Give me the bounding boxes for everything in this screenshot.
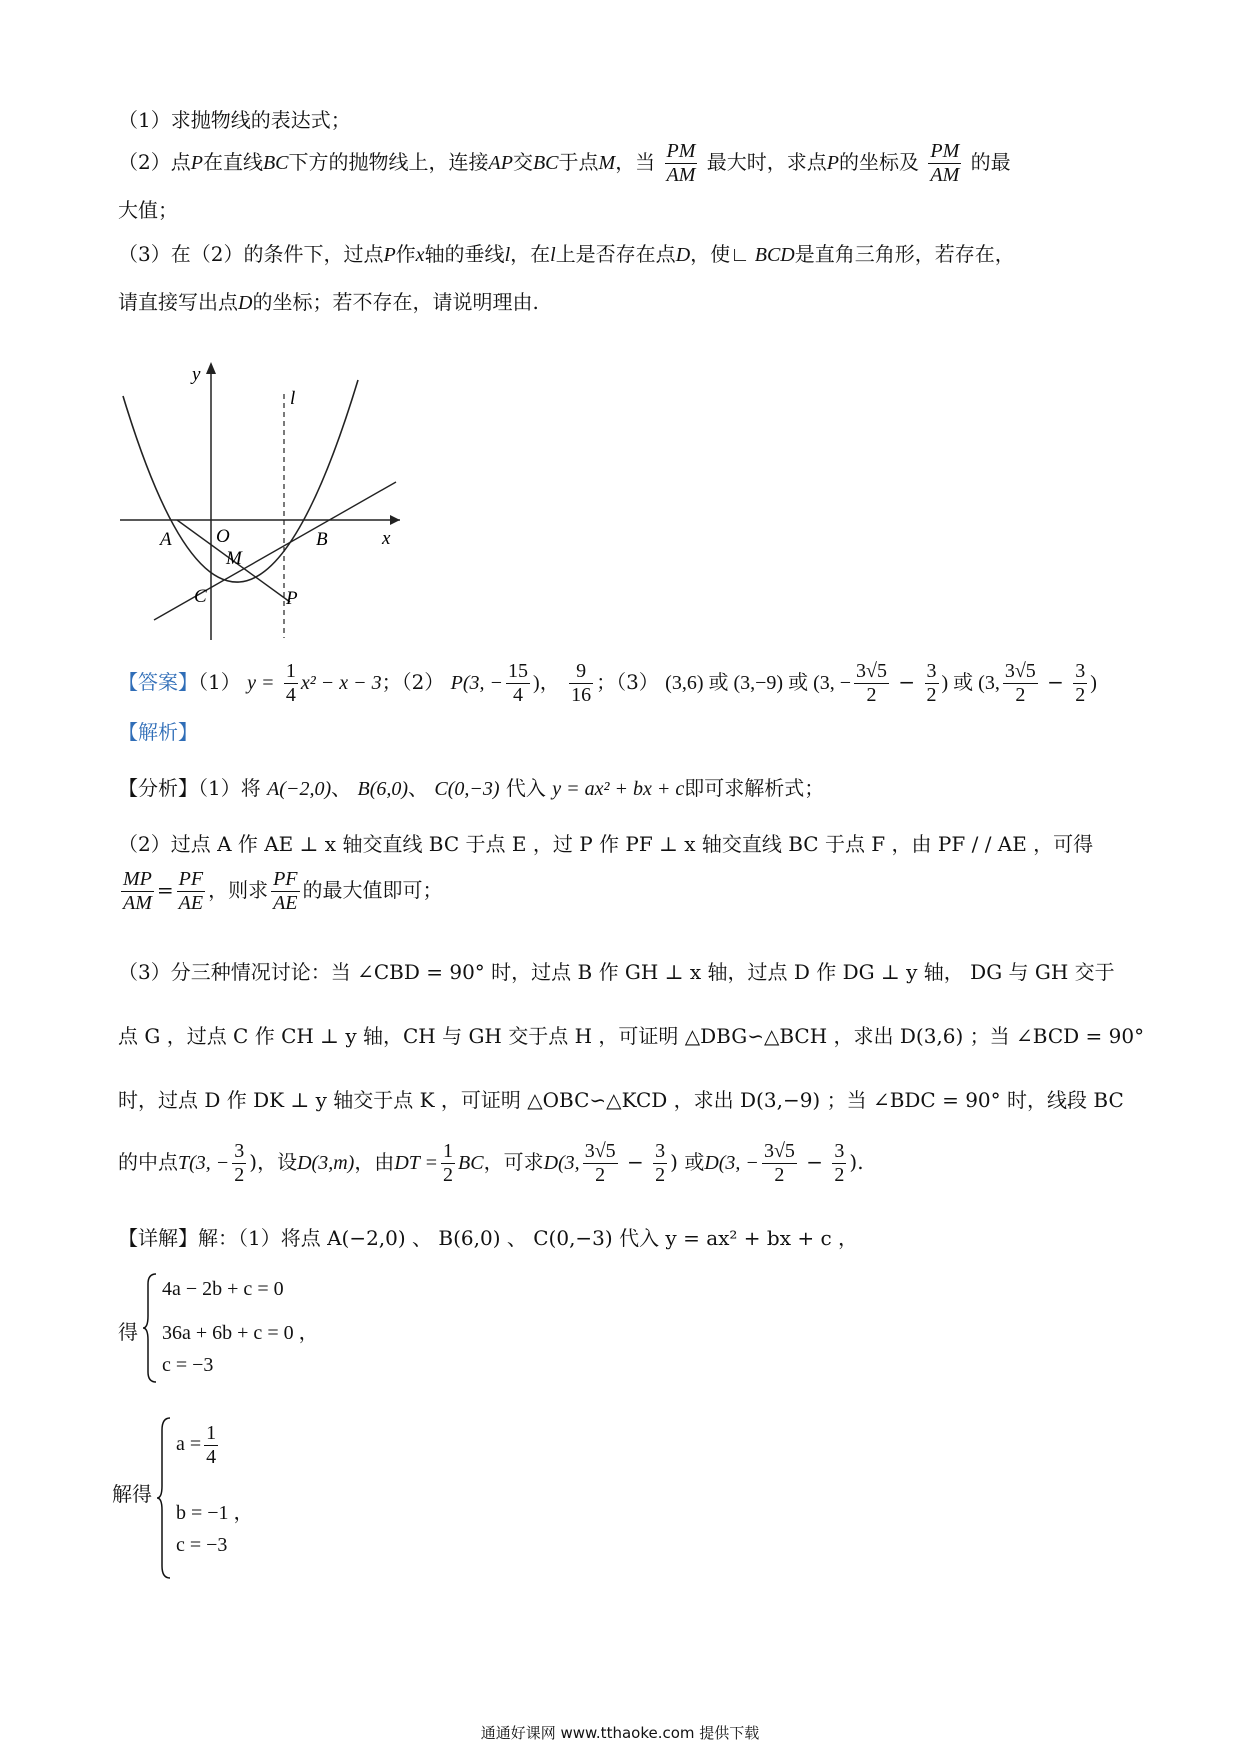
brace-1	[142, 1272, 158, 1384]
equation: 36a + 6b + c = 0 ，	[162, 1322, 319, 1344]
fraction: $\frac{1}{4}$	[285, 660, 296, 706]
q2-var: BC	[262, 152, 289, 174]
label-c: C	[194, 586, 207, 607]
parabola-figure	[110, 358, 410, 648]
q2-var: M	[598, 152, 616, 174]
label-o: O	[216, 526, 230, 547]
fraction: $\frac{1}{2}$	[443, 1140, 454, 1186]
label-m: M	[226, 548, 242, 569]
fraction: $\frac{PF}{AE}$	[273, 868, 298, 914]
equation-system-1	[118, 1272, 418, 1392]
q2-text: ，当	[615, 150, 656, 174]
q2-text: 大值；	[118, 198, 178, 222]
fraction: $\frac{3}{2}$	[834, 1140, 845, 1186]
fraction: $\frac{9}{16}$	[571, 660, 592, 706]
pm-over-am-fraction: $\frac{PM}{AM}$	[666, 140, 696, 186]
q2-text: 下方的抛物线上，连接	[288, 150, 489, 174]
q2-text: 的最	[970, 150, 1011, 174]
label-p: P	[286, 588, 298, 609]
fraction: $\frac{3√5}{2}$	[763, 1140, 795, 1186]
analysis-tag: 【解析】	[118, 720, 198, 744]
label-l: l	[290, 388, 296, 409]
answer-line: 【答案】（1） y = $\frac{1}{4}$ x² − x − 3；（2） P(3, − $\frac{15}{4}$ )， $\frac{9}{16}$ ；（3） (3,6) 或 (3,−9) 或 (3, − $\frac{3√5}{2}$ − $\frac{3}{2}$ ) 或 (3, $\frac{3√5}{2}$ − $\frac{3}{2}$ )	[118, 660, 1097, 706]
de-label: 得	[118, 1320, 138, 1344]
q2-text: 最大时，求点	[706, 150, 827, 174]
solution-b: b = −1 ，	[176, 1502, 254, 1524]
analysis-line-3: $\frac{MP}{AM}$ = $\frac{PF}{AE}$ ，则求 $\frac{PF}{AE}$ 的最大值即可；	[123, 868, 443, 914]
page-footer: 通通好课网 www.tthaoke.com 提供下载	[480, 1724, 760, 1742]
q2-var: BC	[532, 152, 559, 174]
q2-var: P	[826, 152, 840, 174]
equation: c = −3	[162, 1354, 214, 1376]
q2-text: 的坐标及	[839, 150, 920, 174]
solution-c: c = −3	[176, 1534, 228, 1556]
q2-text: 交	[512, 150, 533, 174]
fraction: $\frac{3}{2}$	[926, 660, 937, 706]
equation: 4a − 2b + c = 0	[162, 1278, 284, 1300]
analysis-line-1: 【分析】（1）将 A(−2,0)、 B(6,0)、 C(0,−3) 代入 y = ax² + bx + c即可求解析式；	[118, 776, 825, 800]
fraction: $\frac{3}{2}$	[655, 1140, 666, 1186]
fraction: $\frac{3√5}{2}$	[1004, 660, 1036, 706]
q2-text: 于点	[558, 150, 599, 174]
analysis-line-7: 的中点T(3, − $\frac{3}{2}$ )，设D(3,m)，由DT = $\frac{1}{2}$ BC，可求D(3, $\frac{3√5}{2}$ − $\frac{3}{2}$ ) 或D(3, − $\frac{3√5}{2}$ − $\frac{3}{2}$ ).	[118, 1140, 864, 1186]
x-axis-arrow	[390, 515, 400, 525]
q2-var: AP	[488, 152, 513, 174]
label-x: x	[382, 528, 391, 549]
q2-text: 在直线	[202, 150, 263, 174]
analysis-line-4: （3）分三种情况讨论：当 ∠CBD = 90° 时，过点 B 作 GH ⊥ x 轴，过点 D 作 DG ⊥ y 轴， DG 与 GH 交于	[118, 960, 1115, 984]
question-3-line-2: 请直接写出点D的坐标；若不存在，请说明理由.	[118, 290, 539, 314]
label-y: y	[192, 364, 201, 385]
analysis-line-5: 点 G ，过点 C 作 CH ⊥ y 轴，CH 与 GH 交于点 H ，可证明 △DBG∽△BCH ，求出 D(3,6) ；当 ∠BCD = 90°	[118, 1024, 1145, 1048]
fraction: $\frac{1}{4}$	[206, 1422, 217, 1468]
fraction: $\frac{MP}{AM}$	[123, 868, 152, 914]
label-b: B	[316, 529, 328, 550]
analysis-line-6: 时，过点 D 作 DK ⊥ y 轴交于点 K ，可证明 △OBC∽△KCD ，求出 D(3,−9) ；当 ∠BDC = 90° 时，线段 BC	[118, 1088, 1124, 1112]
jiede-label: 解得	[112, 1482, 152, 1506]
detail-line-1: 【详解】解：（1）将点 A(−2,0) 、 B(6,0) 、 C(0,−3) 代入 y = ax² + bx + c ，	[118, 1226, 858, 1250]
brace-2	[156, 1416, 172, 1580]
question-2-line-2	[118, 198, 178, 222]
fraction: $\frac{3√5}{2}$	[856, 660, 888, 706]
fraction: $\frac{3}{2}$	[234, 1140, 245, 1186]
fraction: $\frac{3√5}{2}$	[584, 1140, 616, 1186]
fraction: $\frac{PF}{AE}$	[178, 868, 204, 914]
fraction: $\frac{15}{4}$	[508, 660, 529, 706]
label-a: A	[160, 529, 172, 550]
analysis-line-2: （2）过点 A 作 AE ⊥ x 轴交直线 BC 于点 E ，过 P 作 PF ⊥ x 轴交直线 BC 于点 F ，由 PF / / AE ，可得	[118, 832, 1094, 856]
q2-var: P	[190, 152, 203, 174]
question-3-line-1: （3）在（2）的条件下，过点P作x轴的垂线l，在l上是否存在点D，使∟ BCD是直角三角形，若存在，	[118, 242, 1015, 266]
fraction: $\frac{3}{2}$	[1075, 660, 1086, 706]
question-2-line-1	[118, 140, 1011, 187]
question-1	[118, 108, 351, 132]
pm-over-am-fraction: $\frac{PM}{AM}$	[930, 140, 960, 186]
question-1-text: （1）求抛物线的表达式；	[118, 108, 351, 132]
equation-system-2	[112, 1416, 412, 1586]
y-axis-arrow	[206, 362, 216, 374]
q2-text: （2）点	[118, 150, 191, 174]
answer-tag: 【答案】	[118, 670, 198, 694]
solution-a: a = $\frac{1}{4}$	[176, 1422, 217, 1468]
